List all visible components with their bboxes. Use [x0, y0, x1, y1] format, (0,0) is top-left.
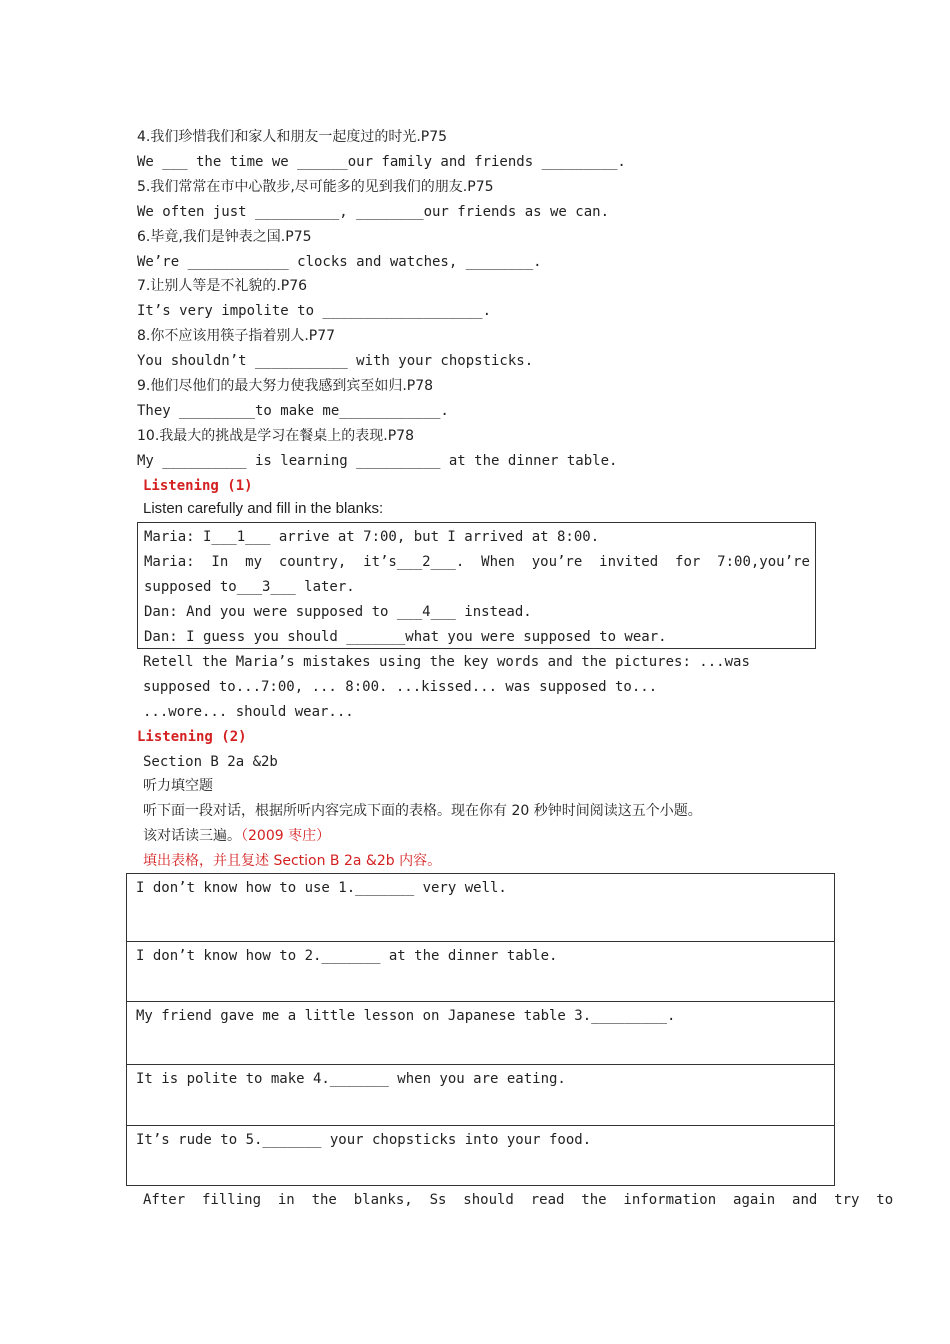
table-row [127, 1126, 834, 1185]
table-row-text: It’s rude to 5._______ your chopsticks into your food. [136, 1132, 592, 1148]
retell-line-2: supposed to...7:00, ... 8:00. ...kissed... was supposed to... [143, 679, 658, 695]
dialogue-line-2: Maria: In my country, it’s___2___. When you’re invited for 7:00,you’re [144, 554, 810, 570]
table-row [127, 874, 834, 942]
item-10-cn: 10.我最大的挑战是学习在餐桌上的表现.P78 [137, 428, 414, 444]
item-9-en: They _________to make me____________. [137, 403, 449, 419]
table-row-text: I don’t know how to 2._______ at the dinner table. [136, 948, 558, 964]
listening-1-heading: Listening (1) [143, 478, 253, 494]
item-9-cn: 9.他们尽他们的最大努力使我感到宾至如归.P78 [137, 378, 434, 394]
item-7-en: It’s very impolite to ___________________. [137, 303, 492, 319]
table-row-text: I don’t know how to use 1._______ very well. [136, 880, 507, 896]
dialogue-box [137, 522, 816, 649]
retell-line-3: ...wore... should wear... [143, 704, 354, 720]
item-4-cn: 4.我们珍惜我们和家人和朋友一起度过的时光.P75 [137, 129, 448, 145]
table-row-text: It is polite to make 4._______ when you are eating. [136, 1071, 566, 1087]
item-5-en: We often just __________, ________our friends as we can. [137, 204, 610, 220]
table-row [127, 1002, 834, 1065]
item-4-en: We ___ the time we ______our family and friends _________. [137, 154, 626, 170]
table-row [127, 1065, 834, 1126]
item-8-cn: 8.你不应该用筷子指着别人.P77 [137, 328, 336, 344]
footer-text: After filling in the blanks, Ss should read the information again and try to [143, 1192, 894, 1208]
item-10-en: My __________ is learning __________ at the dinner table. [137, 453, 618, 469]
table-row [127, 942, 834, 1002]
listening-1-instruction: Listen carefully and fill in the blanks: [143, 500, 384, 517]
table-row-text: My friend gave me a little lesson on Japanese table 3._________. [136, 1008, 676, 1024]
listening-2-task: 填出表格，并且复述 Section B 2a &2b 内容。 [143, 853, 442, 869]
item-8-en: You shouldn’t ___________ with your chopsticks. [137, 353, 534, 369]
dialogue-line-4: Dan: And you were supposed to ___4___ instead. [144, 604, 532, 620]
listening-2-instruction-2: 该对话读三遍。（2009 枣庄） [143, 828, 331, 844]
listening-2-heading: Listening (2) [137, 729, 247, 745]
listening-2-title: 听力填空题 [143, 778, 213, 794]
item-5-cn: 5.我们常常在市中心散步,尽可能多的见到我们的朋友.P75 [137, 179, 494, 195]
source-note: （2009 枣庄） [241, 828, 331, 844]
dialogue-line-3: supposed to___3___ later. [144, 579, 355, 595]
retell-line-1: Retell the Maria’s mistakes using the key words and the pictures: ...was [143, 654, 750, 670]
fill-table [126, 873, 835, 1186]
listening-2-instruction: 听下面一段对话，根据所听内容完成下面的表格。现在你有 20 秒钟时间阅读这五个小题。 [143, 803, 702, 819]
item-6-en: We’re ____________ clocks and watches, ________. [137, 254, 542, 270]
item-7-cn: 7.让别人等是不礼貌的.P76 [137, 278, 308, 294]
dialogue-line-5: Dan: I guess you should _______what you were supposed to wear. [144, 629, 667, 645]
item-6-cn: 6.毕竟,我们是钟表之国.P75 [137, 229, 312, 245]
section-label: Section B 2a &2b [143, 754, 278, 770]
dialogue-line-1: Maria: I___1___ arrive at 7:00, but I arrived at 8:00. [144, 529, 600, 545]
